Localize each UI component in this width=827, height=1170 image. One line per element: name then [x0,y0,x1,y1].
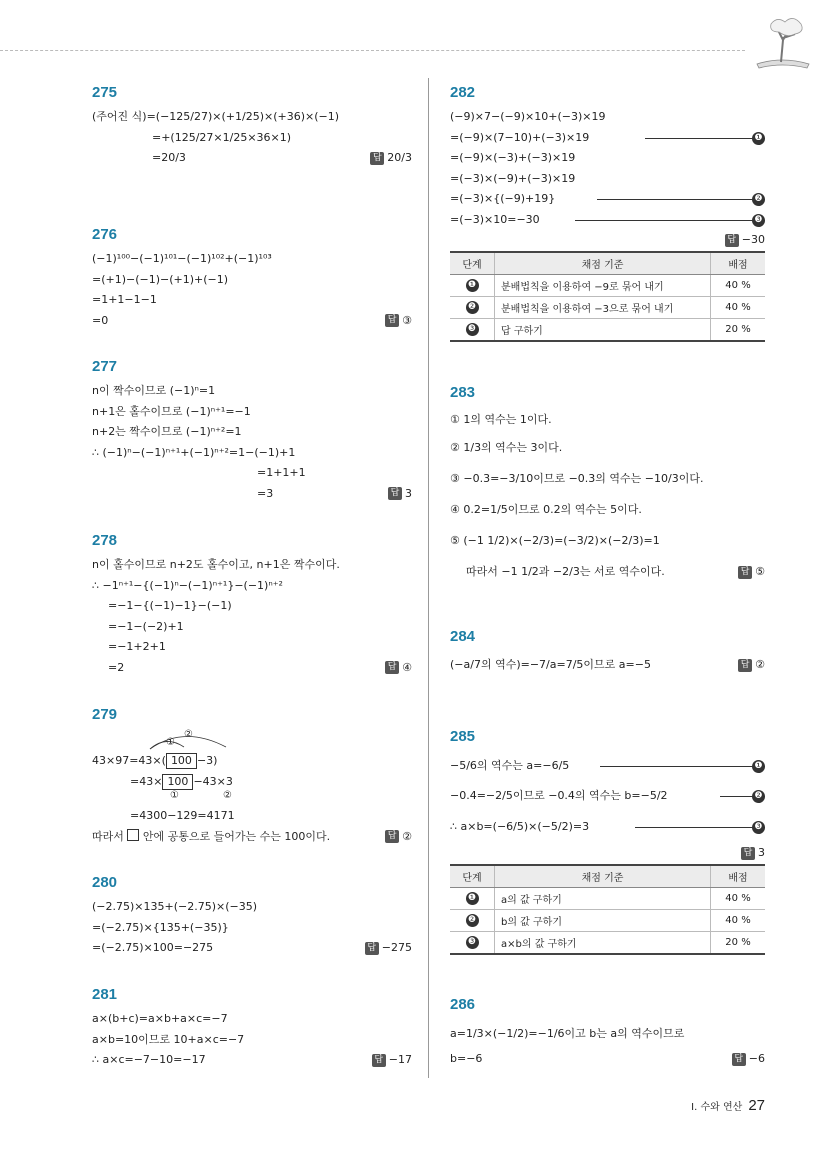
answer-badge: 답 [385,661,399,674]
solution-line: =1+1−1−1 [92,293,157,306]
table-row: ❶ a의 값 구하기 40 % [450,887,765,909]
problem-number: 280 [92,874,118,891]
solution-line: =−1−{(−1)−1}−(−1) [108,599,232,612]
leader-line [645,138,765,139]
under-mark-2: ② [223,790,232,801]
solution-line: =−1−(−2)+1 [108,619,184,633]
scoring-table: 단계 채점 기준 배점 ❶ 분배법칙을 이용하여 −9로 묶어 내기 40 % ❷ 분배법칙을 이용하여 −3으로 묶어 내기 40 % ❸ 답 구하기 20 % [450,251,765,342]
answer-badge: 답 [372,1054,386,1067]
solution-line: =−1+2+1 [108,640,166,653]
problem-278 [92,532,412,678]
solution-line: =(−3)×{(−9)+19} [450,192,556,205]
solution-line: ∴ (−1)ⁿ−(−1)ⁿ⁺¹+(−1)ⁿ⁺²=1−(−1)+1 [92,445,296,459]
answer: 답 3 [388,484,412,505]
answer-badge: 답 [385,314,399,327]
problem-286 [450,996,765,1070]
solution-line: =(−3)×10=−30 [450,212,540,226]
problem-number: 276 [92,226,118,243]
tree-illustration-icon [747,12,817,72]
solution-line: (−a/7의 역수)=−7/a=7/5이므로 a=−5 [450,658,651,671]
page-footer [691,1097,765,1114]
solution-line: =(−9)×(7−10)+(−3)×19 [450,130,590,144]
solution-line: =1+1+1 [257,466,306,479]
answer-badge: 답 [738,566,752,579]
problem-282 [450,84,765,342]
answer: 답 ④ [385,658,412,679]
step-marker: ❶ [752,760,765,773]
solution-line: =(−2.75)×{135+(−35)} [92,920,229,934]
problem-number: 278 [92,532,118,549]
answer: 답 −6 [732,1049,765,1070]
problem-283 [450,384,765,587]
solution-line: ∴ a×c=−7−10=−17 [92,1053,206,1066]
solution-line: a×(b+c)=a×b+a×c=−7 [92,1012,228,1025]
solution-line: =+(125/27×1/25×36×1) [152,130,292,144]
solution-line: ② 1/3의 역수는 3이다. [450,441,563,454]
answer: 답 −17 [372,1050,412,1071]
problem-276 [92,226,412,331]
answer-badge: 답 [385,830,399,843]
problem-277 [92,358,412,504]
solution-line: =3 [257,486,274,500]
problem-number: 281 [92,986,118,1003]
problem-number: 282 [450,84,476,101]
problem-280 [92,874,412,959]
solution-line: b=−6 [450,1052,483,1065]
problem-number: 275 [92,84,118,101]
solution-line: n이 홀수이므로 n+2도 홀수이고, n+1은 짝수이다. [92,558,340,571]
problem-275 [92,84,412,169]
step-marker: ❷ [752,790,765,803]
boxed-number: 100 [162,774,193,790]
problem-number: 279 [92,706,118,723]
mark-1: ① [166,737,175,748]
solution-line: n이 짝수이므로 (−1)ⁿ=1 [92,384,216,397]
solution-line: =2 [108,660,125,674]
answer-badge: 답 [738,659,752,672]
leader-line [635,827,765,828]
table-row: ❷ 분배법칙을 이용하여 −3으로 묶어 내기 40 % [450,296,765,318]
answer: 답 ⑤ [738,557,765,587]
solution-line: =0 [92,313,109,327]
answer: 답 ② [385,827,412,848]
answer-badge: 답 [725,234,739,247]
answer: 답 20/3 [370,148,412,169]
empty-box [127,829,139,841]
table-row: ❸ a×b의 값 구하기 20 % [450,931,765,954]
solution-line: (주어진 식)=(−125/27)×(+1/25)×(+36)×(−1) [92,110,340,123]
page-number: 27 [748,1097,765,1114]
boxed-number: 100 [166,753,197,769]
step-marker: ❸ [752,821,765,834]
answer: 3 [758,846,765,859]
answer: −30 [741,233,765,246]
answer: 답 ② [738,651,765,679]
problem-number: 285 [450,728,476,745]
answer-badge: 답 [365,942,379,955]
problem-number: 284 [450,628,476,645]
answer-badge: 답 [388,487,402,500]
solution-line: ⑤ (−1 1/2)×(−2/3)=(−3/2)×(−2/3)=1 [450,534,660,547]
solution-line: a×b=10이므로 10+a×c=−7 [92,1032,245,1046]
solution-line: ④ 0.2=1/5이므로 0.2의 역수는 5이다. [450,503,642,516]
scoring-table: 단계 채점 기준 배점 ❶ a의 값 구하기 40 % ❷ b의 값 구하기 40 % ❸ a×b의 값 구하기 20 % [450,864,765,955]
step-marker: ❸ [752,214,765,227]
solution-line: ∴ −1ⁿ⁺¹−{(−1)ⁿ−(−1)ⁿ⁺¹}−(−1)ⁿ⁺² [92,578,283,592]
solution-line: =(−3)×(−9)+(−3)×19 [450,171,576,185]
solution-line: a=1/3×(−1/2)=−1/6이고 b는 a의 역수이므로 [450,1027,685,1040]
solution-line: =(+1)−(−1)−(+1)+(−1) [92,272,229,286]
leader-line [597,199,765,200]
answer-badge: 답 [370,152,384,165]
solution-line: =(−2.75)×100=−275 [92,941,214,954]
column-divider [428,78,429,1078]
solution-line: n+2는 짝수이므로 (−1)ⁿ⁺²=1 [92,425,242,438]
answer-badge: 답 [741,847,755,860]
mark-2: ② [184,729,193,740]
solution-line: n+1은 홀수이므로 (−1)ⁿ⁺¹=−1 [92,404,251,418]
problem-number: 286 [450,996,476,1013]
problem-279: 279 ② ① 43×97=43×( 100 −3) =43× 100 −43×3 ① ② =4300−129=4171 따라서 안에 공통으로 들어가는 수는 100이다. 답 ② [92,706,412,847]
problem-number: 283 [450,384,476,401]
problem-number: 277 [92,358,118,375]
solution-line: 따라서 −1 1/2과 −2/3는 서로 역수이다. [466,565,665,578]
solution-line: ∴ a×b=(−6/5)×(−5/2)=3 [450,820,590,833]
answer-badge: 답 [732,1053,746,1066]
solution-line: =4300−129=4171 [130,809,235,822]
table-row: ❷ b의 값 구하기 40 % [450,909,765,931]
answer: 답 −275 [365,938,412,959]
solution-line: −0.4=−2/5이므로 −0.4의 역수는 b=−5/2 [450,789,668,802]
solution-line: (−1)¹⁰⁰−(−1)¹⁰¹−(−1)¹⁰²+(−1)¹⁰³ [92,252,272,265]
header-rule [0,50,745,51]
table-row: ❶ 분배법칙을 이용하여 −9로 묶어 내기 40 % [450,274,765,296]
solution-line: =(−9)×(−3)+(−3)×19 [450,151,576,164]
problem-285 [450,728,765,955]
problem-281 [92,986,412,1071]
step-marker: ❶ [752,132,765,145]
problem-284 [450,628,765,679]
solution-line: ① 1의 역수는 1이다. [450,413,552,426]
leader-line [600,766,765,767]
under-mark-1: ① [170,790,179,801]
solution-line: =20/3 [152,151,186,164]
solution-line: (−9)×7−(−9)×10+(−3)×19 [450,110,606,123]
answer: 답 ③ [385,311,412,332]
leader-line [575,220,765,221]
solution-line: ③ −0.3=−3/10이므로 −0.3의 역수는 −10/3이다. [450,472,704,485]
table-row: ❸ 답 구하기 20 % [450,318,765,341]
solution-line: (−2.75)×135+(−2.75)×(−35) [92,900,258,913]
section-title: I. 수와 연산 [691,1102,743,1113]
step-marker: ❷ [752,193,765,206]
solution-line: −5/6의 역수는 a=−6/5 [450,759,570,772]
